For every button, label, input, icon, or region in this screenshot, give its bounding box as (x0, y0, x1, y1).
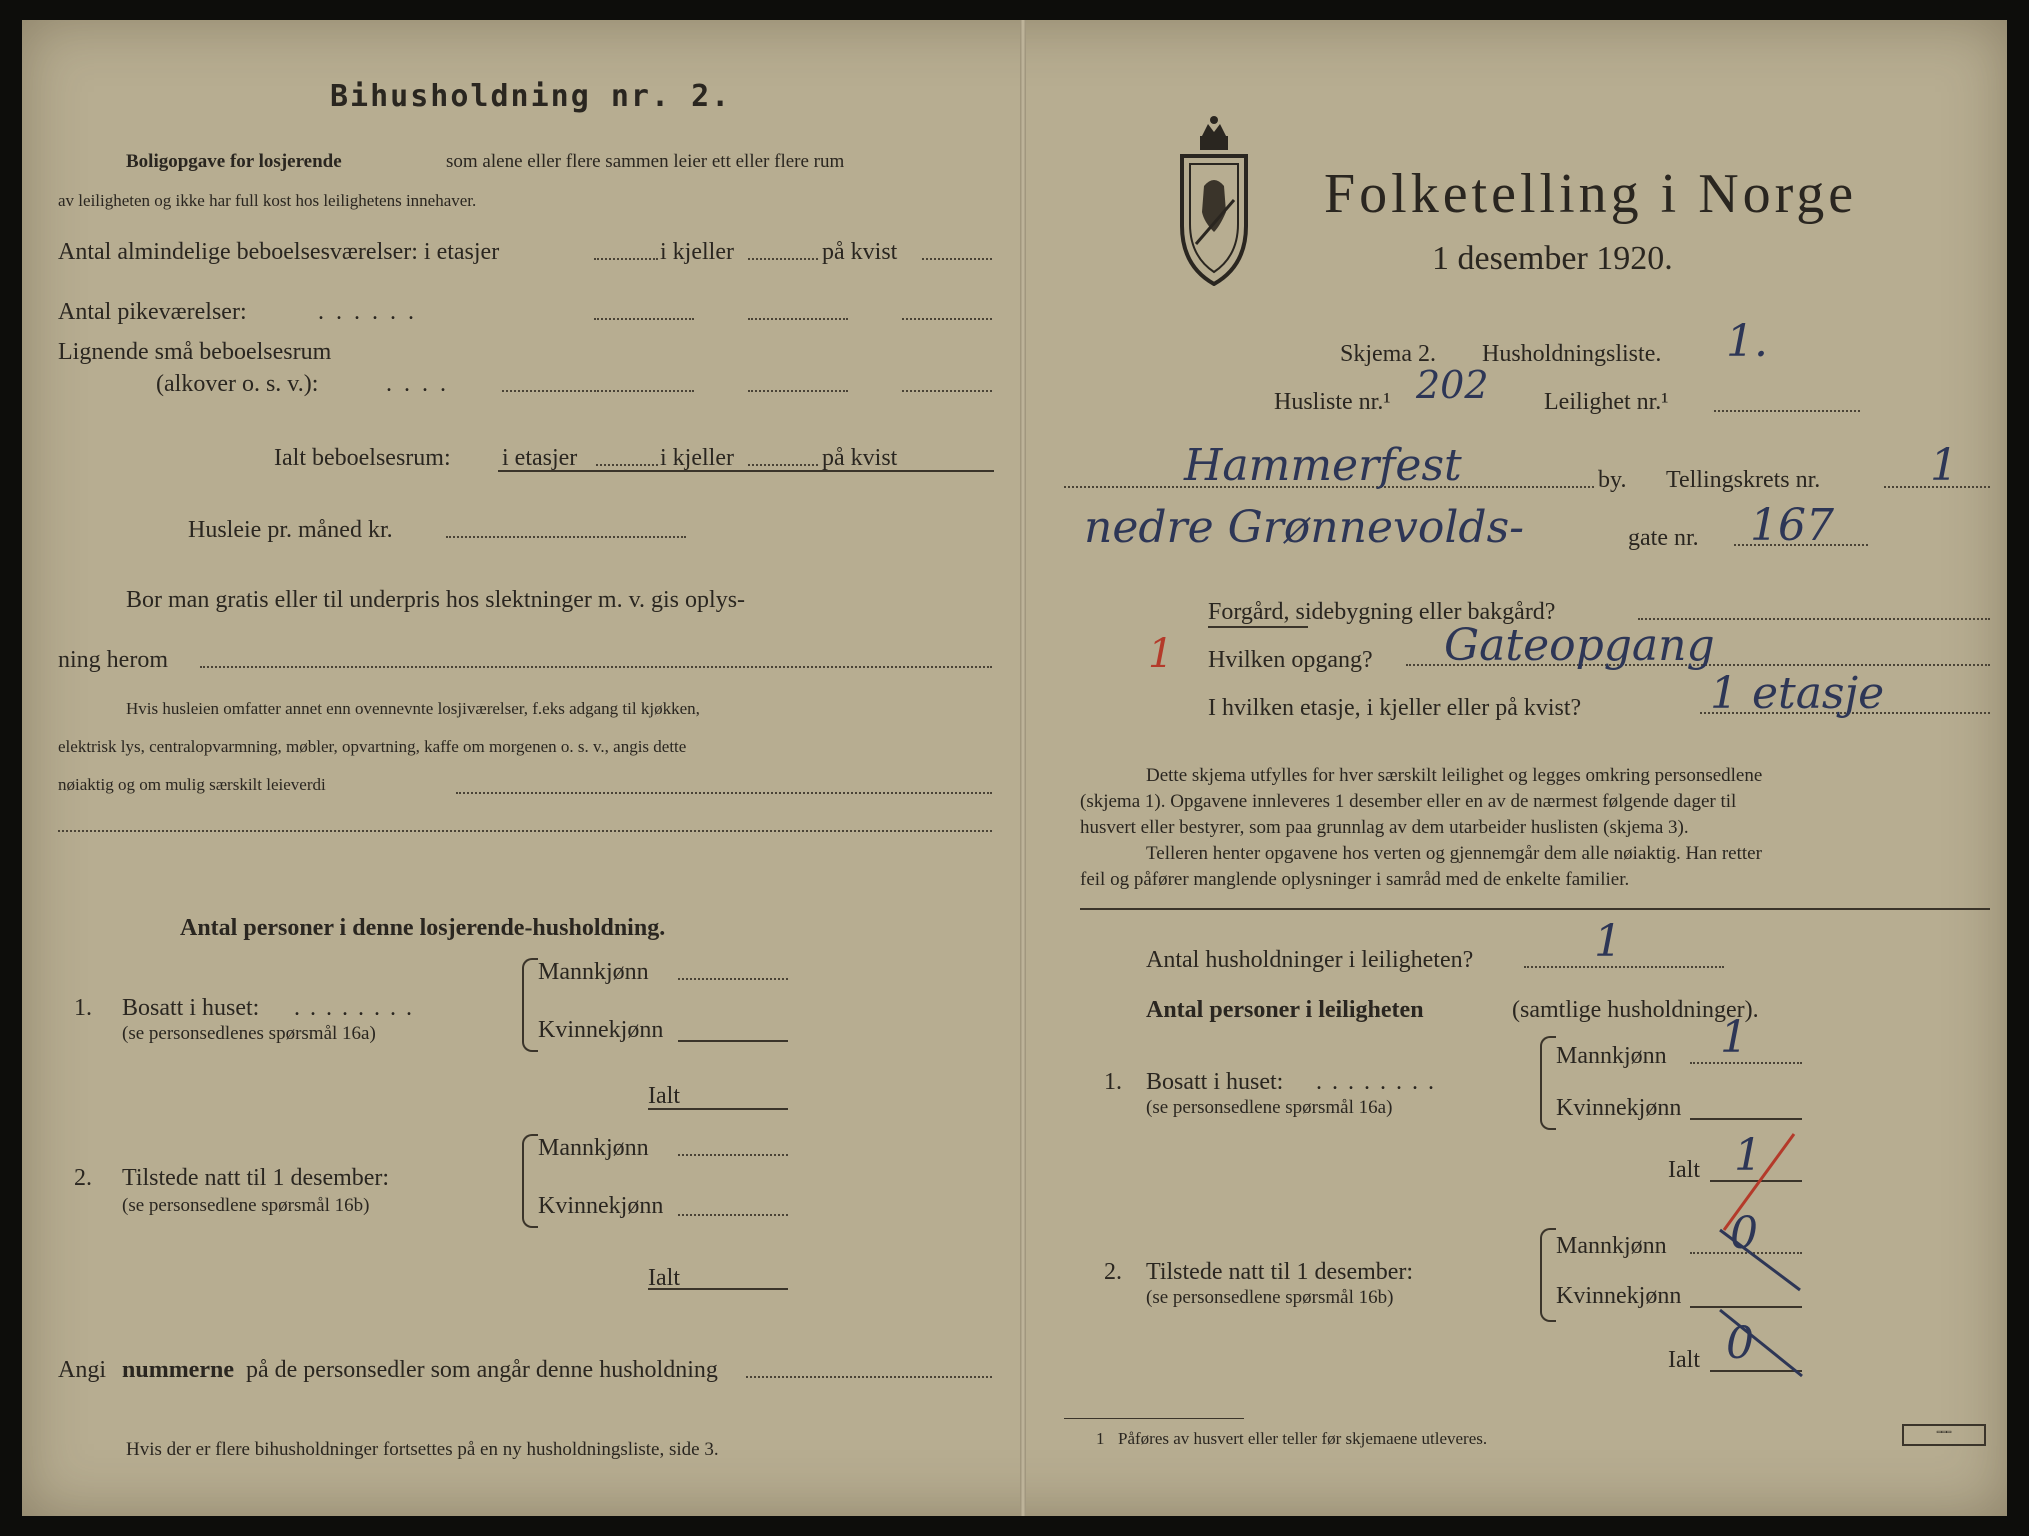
left-q1-male-label: Mannkjønn (538, 959, 649, 985)
total-rooms-label: Ialt beboelsesrum: (274, 445, 451, 471)
total-rooms-cellar-field[interactable] (748, 464, 818, 466)
right-q2-total-label: Ialt (1668, 1347, 1700, 1373)
rooms-label: Antal almindelige beboelsesværelser: i etasjer (58, 239, 500, 265)
entrance-value[interactable]: Gateopgang (1444, 620, 1715, 671)
info-text-2: (skjema 1). Opgavene innleveres 1 desember eller en av de nærmest følgende dager til (1080, 791, 1737, 812)
left-q2-number: 2. (74, 1165, 92, 1191)
house-list-value[interactable]: 202 (1416, 363, 1489, 407)
left-q1-number: 1. (74, 995, 92, 1021)
left-page (22, 20, 1020, 1516)
right-q1-female-field[interactable] (1690, 1118, 1802, 1120)
numbers-pre: Angi (58, 1357, 106, 1383)
free-text-1: Bor man gratis eller til underpris hos slektninger m. v. gis oplys- (126, 587, 746, 613)
rooms-cellar-label: i kjeller (660, 239, 734, 265)
right-q2-male-label: Mannkjønn (1556, 1233, 1667, 1259)
building-answer-underline (1208, 626, 1308, 628)
info-text-1: Dette skjema utfylles for hver særskilt leilighet og legges omkring personsedlene (1146, 765, 1763, 786)
footnote-text: Påføres av husvert eller teller før skjemaene utleveres. (1118, 1429, 1488, 1448)
right-q1-label: Bosatt i huset: (1146, 1069, 1284, 1095)
households-value[interactable]: 1 (1594, 916, 1622, 967)
floor-question: I hvilken etasje, i kjeller eller på kvist? (1208, 695, 1582, 721)
small-rooms-attic-field[interactable] (902, 390, 992, 392)
right-q1-note: (se personsedlene spørsmål 16a) (1146, 1097, 1393, 1118)
info-divider (1080, 908, 1990, 910)
left-q1-total-field[interactable] (648, 1108, 788, 1110)
continue-note: Hvis der er flere bihusholdninger fortsettes på en ny husholdningsliste, side 3. (126, 1439, 719, 1460)
right-q1-leader: ........ (1316, 1069, 1444, 1095)
intro-bold: Boligopgave for losjerende (126, 151, 342, 172)
rent-field[interactable] (446, 536, 686, 538)
numbers-bold: nummerne (122, 1357, 234, 1383)
total-rooms-cellar-label: i kjeller (660, 445, 734, 471)
small-rooms-label-1: Lignende små beboelsesrum (58, 339, 332, 365)
city-value[interactable]: Hammerfest (1184, 440, 1462, 491)
strike-lines-icon (1710, 1220, 1810, 1380)
left-q2-female-label: Kvinnekjønn (538, 1193, 664, 1219)
street-label: gate nr. (1628, 525, 1699, 551)
small-rooms-leader: .... (386, 371, 458, 397)
left-heading: Bihusholdning nr. 2. (330, 79, 732, 114)
right-q1-number: 1. (1104, 1069, 1122, 1095)
left-q1-male-field[interactable] (678, 978, 788, 980)
right-q2-male-value[interactable]: 0 (1730, 1208, 1758, 1259)
small-rooms-floors-field-2[interactable] (594, 390, 694, 392)
rooms-attic-label: på kvist (822, 239, 898, 265)
total-rooms-underline (498, 470, 994, 472)
intro-text-2: av leiligheten og ikke har full kost hos leilighetens innehaver. (58, 191, 477, 210)
floor-value[interactable]: 1 etasje (1710, 668, 1885, 719)
entrance-mark: 1 (1148, 631, 1174, 677)
right-q2-label: Tilstede natt til 1 desember: (1146, 1259, 1414, 1285)
right-page (1024, 20, 2007, 1516)
left-q2-female-field[interactable] (678, 1214, 788, 1216)
street-no-value[interactable]: 167 (1750, 500, 1834, 551)
total-rooms-floors-field[interactable] (596, 464, 658, 466)
total-rooms-floors-label: i etasjer (502, 445, 578, 471)
left-q1-total-label: Ialt (648, 1083, 680, 1109)
info-text-5: feil og påfører manglende oplysninger i samråd med de enkelte familier. (1080, 869, 1630, 890)
right-persons-heading-rest: (samtlige husholdninger). (1512, 997, 1759, 1023)
left-q1-brace (522, 958, 538, 1052)
left-q2-total-field[interactable] (648, 1288, 788, 1290)
small-rooms-floors-field[interactable] (502, 390, 592, 392)
right-q1-total-label: Ialt (1668, 1157, 1700, 1183)
maid-rooms-leader: ...... (318, 299, 426, 325)
right-q2-female-label: Kvinnekjønn (1556, 1283, 1682, 1309)
printer-stamp-icon: ▭▭▭ (1902, 1424, 1986, 1446)
census-date: 1 desember 1920. (1432, 240, 1673, 277)
form-title: Folketelling i Norge (1324, 163, 1858, 225)
household-list-value[interactable]: 1. (1726, 316, 1768, 367)
right-q1-male-label: Mannkjønn (1556, 1043, 1667, 1069)
left-q1-leader: ........ (294, 995, 422, 1021)
total-rooms-attic-label: på kvist (822, 445, 898, 471)
district-label: Tellingskrets nr. (1666, 467, 1821, 493)
numbers-post: på de personsedler som angår denne husholdning (246, 1357, 718, 1383)
right-persons-heading: Antal personer i leiligheten (1146, 997, 1424, 1023)
left-persons-heading: Antal personer i denne losjerende-husholdning. (180, 915, 666, 941)
footnote-mark: 1 (1096, 1429, 1105, 1448)
left-q2-total-label: Ialt (648, 1265, 680, 1291)
coat-of-arms-icon (1174, 116, 1254, 286)
city-label: by. (1598, 467, 1627, 493)
right-q1-male-value[interactable]: 1 (1720, 1012, 1748, 1063)
left-q1-female-field[interactable] (678, 1040, 788, 1042)
right-q1-total-value[interactable]: 1 (1734, 1130, 1762, 1181)
right-q1-brace (1540, 1036, 1556, 1130)
rooms-cellar-field[interactable] (748, 258, 818, 260)
household-list-label: Husholdningsliste. (1482, 341, 1662, 367)
apartment-label: Leilighet nr.¹ (1544, 389, 1669, 415)
left-q2-male-field[interactable] (678, 1154, 788, 1156)
free-field[interactable] (200, 666, 992, 668)
maid-rooms-attic-field[interactable] (902, 318, 992, 320)
schema-label: Skjema 2. (1340, 341, 1436, 367)
left-q2-label: Tilstede natt til 1 desember: (122, 1165, 390, 1191)
left-q1-label: Bosatt i huset: (122, 995, 260, 1021)
rent-note-3: nøiaktig og om mulig særskilt leieverdi (58, 775, 326, 794)
left-q1-female-label: Kvinnekjønn (538, 1017, 664, 1043)
rooms-attic-field[interactable] (922, 258, 992, 260)
street-value[interactable]: nedre Grønnevolds- (1084, 502, 1525, 553)
small-rooms-cellar-field[interactable] (748, 390, 848, 392)
house-list-label: Husliste nr.¹ (1274, 389, 1391, 415)
rent-note-field-2[interactable] (58, 830, 992, 832)
households-question: Antal husholdninger i leiligheten? (1146, 947, 1474, 973)
rent-label: Husleie pr. måned kr. (188, 517, 393, 543)
maid-rooms-floors-field[interactable] (594, 318, 694, 320)
building-question: Forgård, sidebygning eller bakgård? (1208, 599, 1556, 625)
left-q2-note: (se personsedlene spørsmål 16b) (122, 1195, 370, 1216)
info-text-4: Telleren henter opgavene hos verten og gjennemgår dem alle nøiaktig. Han retter (1146, 843, 1762, 864)
right-q2-note: (se personsedlene spørsmål 16b) (1146, 1287, 1394, 1308)
numbers-field[interactable] (746, 1376, 992, 1378)
rent-note-2: elektrisk lys, centralopvarmning, møbler, opvartning, kaffe om morgenen o. s. v., angis dette (58, 737, 687, 756)
left-q1-note: (se personsedlenes spørsmål 16a) (122, 1023, 376, 1044)
info-text-3: husvert eller bestyrer, som paa grunnlag av dem utarbeider huslisten (skjema 3). (1080, 817, 1689, 838)
free-text-2: ning herom (58, 647, 168, 673)
right-q1-female-label: Kvinnekjønn (1556, 1095, 1682, 1121)
right-q2-brace (1540, 1228, 1556, 1322)
maid-rooms-cellar-field[interactable] (748, 318, 848, 320)
entrance-question: Hvilken opgang? (1208, 647, 1373, 673)
left-q2-brace (522, 1134, 538, 1228)
census-form-sheet (22, 20, 2007, 1516)
rent-note-1: Hvis husleien omfatter annet enn ovennevnte losjiværelser, f.eks adgang til kjøkken, (126, 699, 700, 718)
intro-text-1: som alene eller flere sammen leier ett eller flere rum (446, 151, 845, 172)
rent-note-field[interactable] (456, 792, 992, 794)
maid-rooms-label: Antal pikeværelser: (58, 299, 247, 325)
right-q2-number: 2. (1104, 1259, 1122, 1285)
apartment-field[interactable] (1714, 410, 1860, 412)
small-rooms-label-2: (alkover o. s. v.): (156, 371, 319, 397)
right-q2-total-value[interactable]: 0 (1726, 1318, 1754, 1369)
rooms-floors-field[interactable] (594, 258, 658, 260)
district-value[interactable]: 1 (1930, 440, 1958, 491)
households-field[interactable] (1524, 966, 1724, 968)
left-q2-male-label: Mannkjønn (538, 1135, 649, 1161)
footnote-rule (1064, 1418, 1244, 1419)
